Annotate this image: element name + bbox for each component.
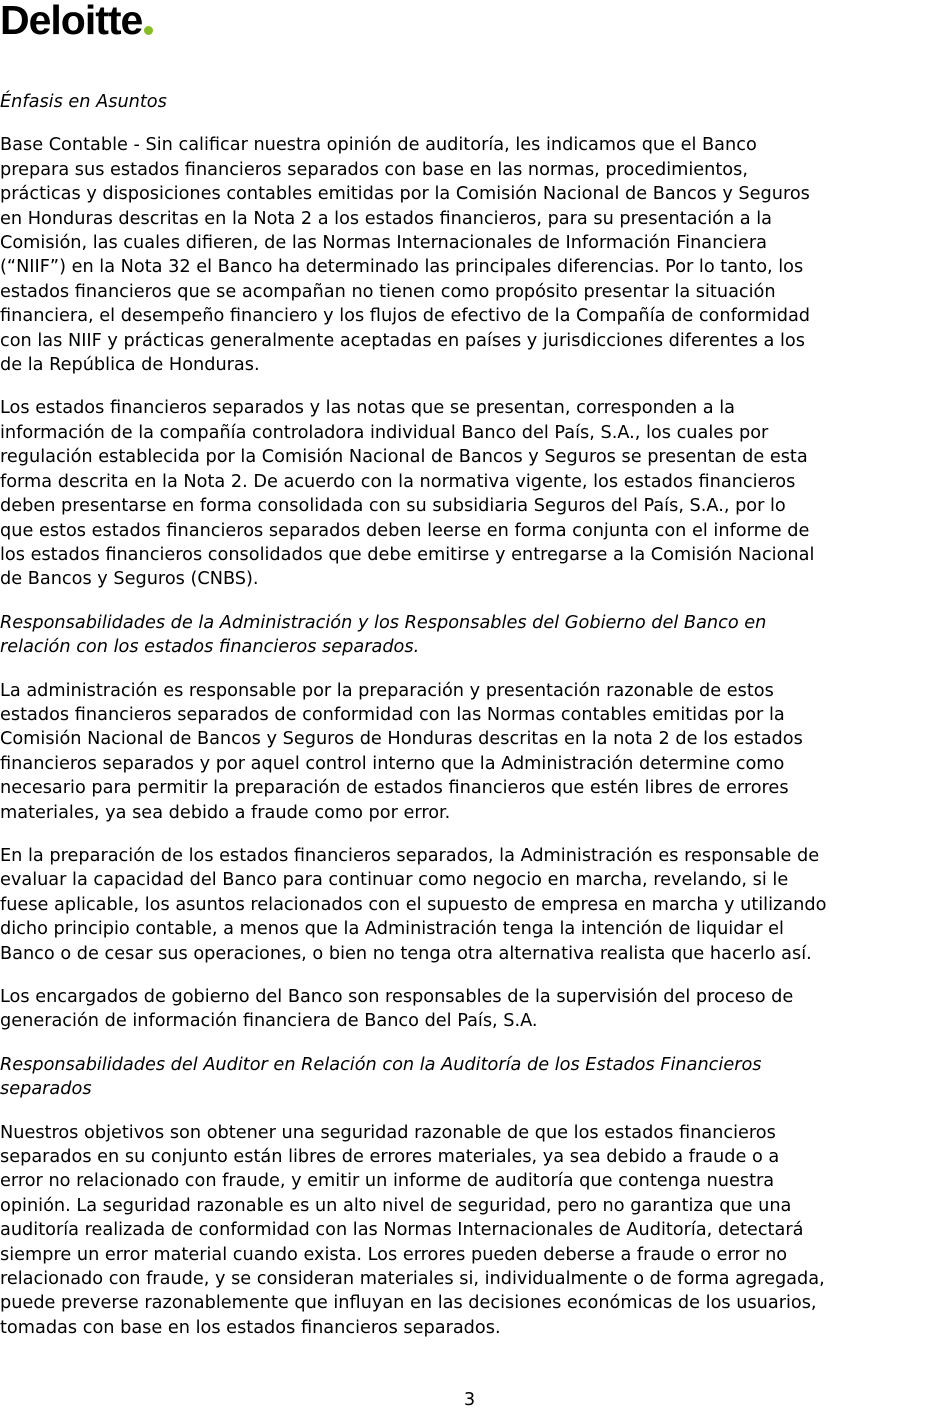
text-line: financiera, el desempeño financiero y los flujos de efectivo de la Compañía de conformidad — [0, 306, 811, 327]
text-line: Responsabilidades del Auditor en Relación con la Auditoría de los Estados Financieros — [0, 1054, 762, 1075]
text-line: con las NIIF y prácticas generalmente aceptadas en países y jurisdicciones diferentes a los — [0, 330, 805, 351]
paragraph — [0, 133, 939, 377]
section-heading — [0, 90, 939, 114]
section-heading — [0, 1053, 939, 1102]
paragraph — [0, 396, 939, 591]
text-line: relacionado con fraude, y se consideran materiales si, individualmente o de forma agregada, — [0, 1269, 825, 1290]
text-line: puede preverse razonablemente que influyan en las decisiones económicas de los usuarios, — [0, 1293, 817, 1314]
text-line: evaluar la capacidad del Banco para continuar como negocio en marcha, revelando, si le — [0, 870, 789, 891]
text-line: Énfasis en Asuntos — [0, 92, 167, 112]
text-line: estados financieros que se acompañan no tienen como propósito presentar la situación — [0, 281, 776, 302]
text-line: opinión. La seguridad razonable es un alto nivel de seguridad, pero no garantiza que una — [0, 1195, 792, 1216]
text-line: información de la compañía controladora individual Banco del País, S.A., los cuales por — [0, 422, 769, 443]
section-heading — [0, 611, 939, 660]
text-line: Nuestros objetivos son obtener una seguridad razonable de que los estados financieros — [0, 1122, 776, 1143]
text-line: tomadas con base en los estados financieros separados. — [0, 1317, 501, 1338]
text-line: financieros separados y por aquel control interno que la Administración determine como — [0, 753, 785, 774]
paragraph — [0, 985, 939, 1034]
text-line: separados — [0, 1079, 92, 1100]
text-line: error no relacionado con fraude, y emitir un informe de auditoría que contenga nuestra — [0, 1171, 775, 1192]
paragraph — [0, 1121, 939, 1341]
text-line: de la República de Honduras. — [0, 355, 260, 376]
text-line: En la preparación de los estados financieros separados, la Administración es responsable de — [0, 845, 820, 866]
logo-dot-icon — [144, 26, 153, 35]
text-line: auditoría realizada de conformidad con las Normas Internacionales de Auditoría, detectará — [0, 1220, 804, 1241]
text-line: necesario para permitir la preparación de estados financieros que estén libres de errores — [0, 778, 789, 799]
text-line: regulación establecida por la Comisión Nacional de Bancos y Seguros se presentan de esta — [0, 447, 808, 468]
text-line: dicho principio contable, a menos que la Administración tenga la intención de liquidar el — [0, 919, 784, 940]
text-line: Banco o de cesar sus operaciones, o bien no tenga otra alternativa realista que hacerlo así. — [0, 943, 812, 964]
text-line: prepara sus estados financieros separados con base en las normas, procedimientos, — [0, 159, 748, 180]
text-line: relación con los estados financieros separados. — [0, 637, 420, 658]
text-line: que estos estados financieros separados deben leerse en forma conjunta con el informe de — [0, 520, 810, 541]
deloitte-logo — [0, 0, 153, 43]
text-line: (“NIIF”) en la Nota 32 el Banco ha determinado las principales diferencias. Por lo tanto, los — [0, 257, 804, 278]
text-line: los estados financieros consolidados que debe emitirse y entregarse a la Comisión Nacional — [0, 544, 815, 565]
text-line: prácticas y disposiciones contables emitidas por la Comisión Nacional de Bancos y Seguros — [0, 184, 810, 205]
paragraph — [0, 844, 939, 966]
text-line: Responsabilidades de la Administración y los Responsables del Gobierno del Banco en — [0, 612, 767, 633]
page-number: 3 — [463, 1390, 476, 1410]
text-line: separados en su conjunto están libres de errores materiales, ya sea debido a fraude o a — [0, 1147, 780, 1168]
document-body — [0, 90, 939, 1359]
text-line: fuese aplicable, los asuntos relacionados con el supuesto de empresa en marcha y utilizando — [0, 894, 827, 915]
text-line: en Honduras descritas en la Nota 2 a los estados financieros, para su presentación a la — [0, 208, 772, 229]
text-line: siempre un error material cuando exista. Los errores pueden deberse a fraude o error no — [0, 1244, 788, 1265]
text-line: estados financieros separados de conformidad con las Normas contables emitidas por la — [0, 704, 785, 725]
paragraph — [0, 679, 939, 825]
text-line: deben presentarse en forma consolidada con su subsidiaria Seguros del País, S.A., por lo — [0, 496, 786, 517]
text-line: Base Contable - Sin calificar nuestra opinión de auditoría, les indicamos que el Banco — [0, 135, 757, 156]
text-line: de Bancos y Seguros (CNBS). — [0, 569, 259, 590]
text-line: Comisión Nacional de Bancos y Seguros de Honduras descritas en la nota 2 de los estados — [0, 729, 803, 750]
text-line: forma descrita en la Nota 2. De acuerdo con la normativa vigente, los estados financieros — [0, 471, 796, 492]
text-line: generación de información financiera de Banco del País, S.A. — [0, 1011, 538, 1032]
text-line: La administración es responsable por la preparación y presentación razonable de estos — [0, 680, 774, 701]
text-line: Los estados financieros separados y las notas que se presentan, corresponden a la — [0, 398, 735, 419]
text-line: Comisión, las cuales difieren, de las Normas Internacionales de Información Financiera — [0, 233, 767, 254]
logo-wordmark: Deloitte — [0, 0, 143, 43]
text-line: Los encargados de gobierno del Banco son responsables de la supervisión del proceso de — [0, 987, 794, 1007]
text-line: materiales, ya sea debido a fraude como por error. — [0, 802, 451, 823]
